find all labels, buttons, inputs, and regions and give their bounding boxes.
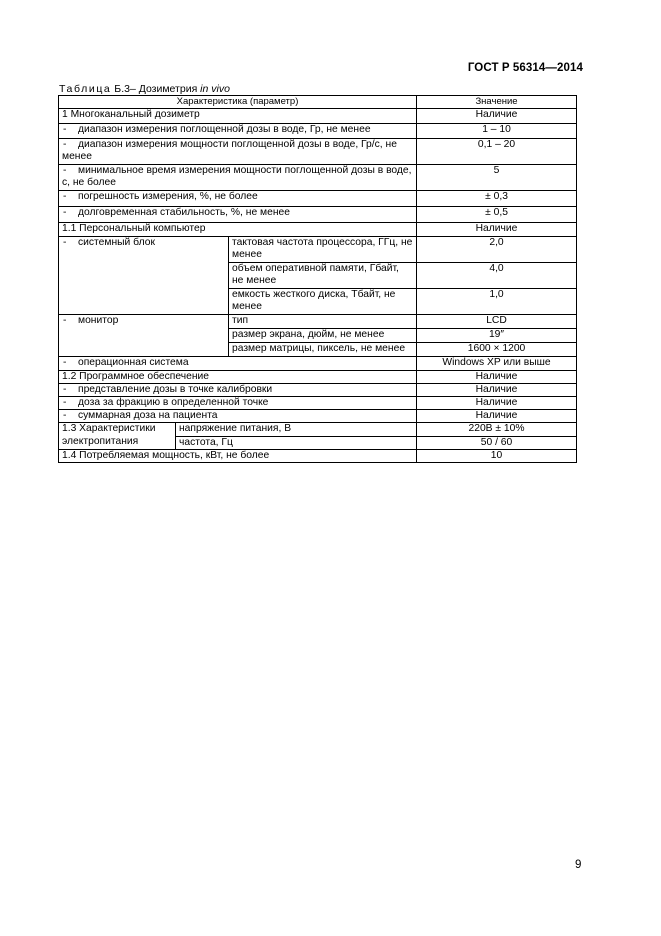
value-cell: 220В ± 10%: [417, 423, 577, 436]
value-cell: Наличие: [417, 370, 577, 383]
list-dash: -: [63, 314, 67, 326]
page-number: 9: [575, 859, 582, 871]
table-row: [59, 207, 577, 223]
sub-param-cell: объем оперативной памяти, Гбайт, не менее: [229, 263, 417, 289]
table-row: [59, 165, 577, 191]
sub-param-cell: тактовая частота процессора, ГГц, не менее: [229, 237, 417, 263]
list-dash: -: [63, 397, 67, 409]
group-cell: [59, 314, 229, 356]
param-cell: [59, 383, 417, 396]
list-dash: -: [63, 207, 67, 219]
value-cell: 19″: [417, 328, 577, 342]
list-dash: -: [63, 165, 67, 177]
table-row: [59, 423, 577, 436]
table-row: [59, 191, 577, 207]
param-cell: [59, 410, 417, 423]
table-row: [59, 356, 577, 370]
param-cell: [59, 191, 417, 207]
value-cell: Наличие: [417, 223, 577, 237]
value-cell: Наличие: [417, 397, 577, 410]
caption-number: Б.3: [114, 83, 130, 95]
param-cell: [59, 165, 417, 191]
header-value: Значение: [417, 96, 577, 109]
group-text: системный блок: [78, 237, 155, 249]
value-cell: 4,0: [417, 263, 577, 289]
list-dash: -: [63, 237, 67, 249]
table-row: [59, 449, 577, 462]
table-row: [59, 410, 577, 423]
param-cell: [59, 356, 417, 370]
param-text: диапазон измерения поглощенной дозы в воде, Гр, не менее: [78, 124, 371, 136]
list-dash: -: [63, 139, 67, 151]
table-header-row: [59, 96, 577, 109]
value-cell: 2,0: [417, 237, 577, 263]
sub-param-cell: размер экрана, дюйм, не менее: [229, 328, 417, 342]
param-cell: [59, 139, 417, 165]
group-cell: [59, 237, 229, 314]
table-row: [59, 139, 577, 165]
param-text: доза за фракцию в определенной точке: [78, 397, 269, 409]
caption-label: Таблица: [59, 83, 112, 95]
list-dash: -: [63, 191, 67, 203]
sub-param-cell: емкость жесткого диска, Тбайт, не менее: [229, 289, 417, 314]
list-dash: -: [63, 124, 67, 136]
header-parameter: Характеристика (параметр): [59, 96, 417, 109]
value-cell: Наличие: [417, 383, 577, 396]
sub-param-cell: частота, Гц: [176, 436, 417, 449]
param-text: операционная система: [78, 356, 189, 368]
param-cell: [59, 124, 417, 139]
group-cell: 1.3 Характеристики электропитания: [59, 423, 176, 449]
param-cell: 1.2 Программное обеспечение: [59, 370, 417, 383]
param-text: диапазон измерения мощности поглощенной дозы в воде, Гр/с, не менее: [62, 139, 397, 163]
list-dash: -: [63, 356, 67, 368]
value-cell: LCD: [417, 314, 577, 328]
table-row: [59, 237, 577, 263]
table-row: [59, 223, 577, 237]
value-cell: 5: [417, 165, 577, 191]
value-cell: 1600 × 1200: [417, 342, 577, 356]
param-cell: [59, 397, 417, 410]
list-dash: -: [63, 410, 67, 422]
value-cell: Windows XP или выше: [417, 356, 577, 370]
value-cell: 50 / 60: [417, 436, 577, 449]
value-cell: 0,1 – 20: [417, 139, 577, 165]
param-text: суммарная доза на пациента: [78, 410, 218, 422]
param-text: представление дозы в точке калибровки: [78, 383, 273, 395]
caption-title: – Дозиметрия: [129, 83, 201, 95]
table-row: [59, 383, 577, 396]
table-row: [59, 397, 577, 410]
group-text: монитор: [78, 314, 119, 326]
value-cell: Наличие: [417, 410, 577, 423]
sub-param-cell: размер матрицы, пиксель, не менее: [229, 342, 417, 356]
param-cell: 1 Многоканальный дозиметр: [59, 109, 417, 124]
table-row: [59, 370, 577, 383]
table-row: [59, 109, 577, 124]
value-cell: 1,0: [417, 289, 577, 314]
sub-param-cell: напряжение питания, В: [176, 423, 417, 436]
param-cell: 1.1 Персональный компьютер: [59, 223, 417, 237]
value-cell: ± 0,3: [417, 191, 577, 207]
table-row: [59, 124, 577, 139]
sub-param-cell: тип: [229, 314, 417, 328]
value-cell: 10: [417, 449, 577, 462]
list-dash: -: [63, 383, 67, 395]
caption-title-italic: in vivo: [200, 83, 230, 95]
table-row: [59, 314, 577, 328]
param-cell: [59, 207, 417, 223]
document-code: ГОСТ Р 56314—2014: [467, 62, 583, 74]
value-cell: Наличие: [417, 109, 577, 124]
table-caption: [59, 83, 230, 95]
dosimetry-table: [58, 95, 577, 463]
value-cell: 1 – 10: [417, 124, 577, 139]
param-text: минимальное время измерения мощности поглощенной дозы в воде, с, не более: [62, 165, 412, 189]
param-text: погрешность измерения, %, не более: [78, 191, 258, 203]
param-cell: 1.4 Потребляемая мощность, кВт, не более: [59, 449, 417, 462]
value-cell: ± 0,5: [417, 207, 577, 223]
param-text: долговременная стабильность, %, не менее: [78, 207, 290, 219]
